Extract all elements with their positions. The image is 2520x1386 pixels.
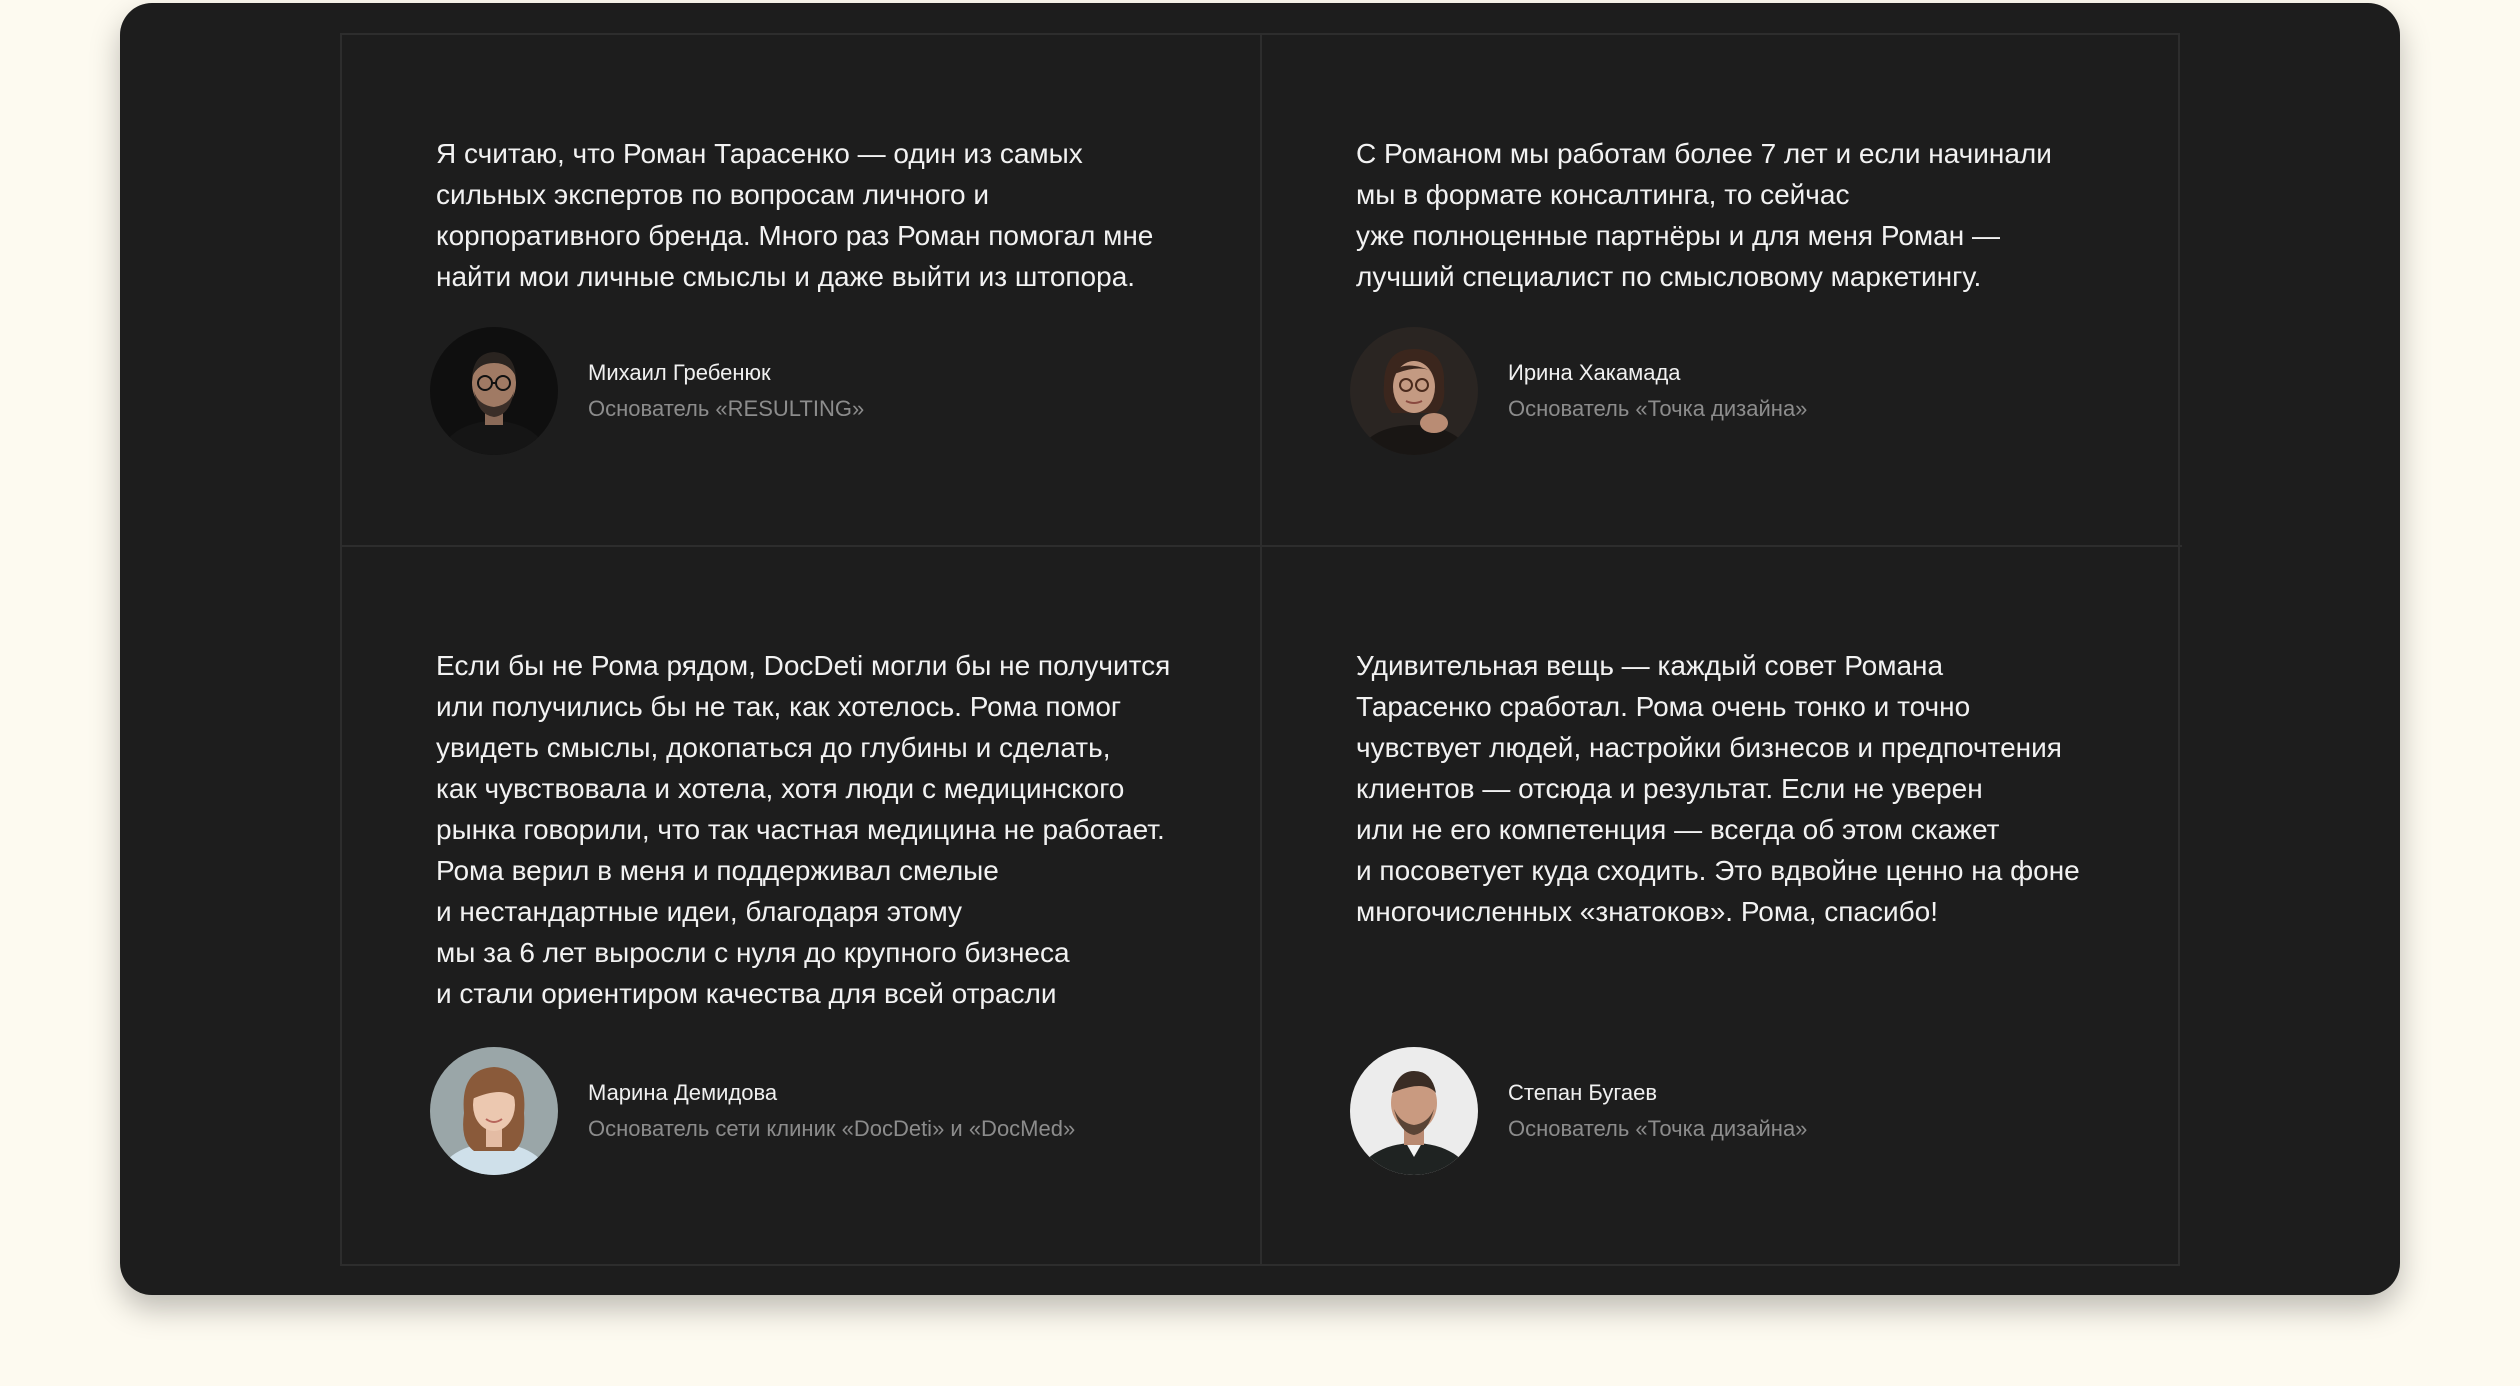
testimonial-card-1 (342, 35, 1262, 547)
testimonial-quote: С Романом мы работам более 7 лет и если начинали мы в формате консалтинга, то сейчас уже полноценные партнёры и для меня Роман — лучший специалист по смысловому маркетингу. (1356, 138, 2052, 292)
testimonials-grid (340, 33, 2180, 1266)
testimonial-author (1350, 327, 1807, 455)
author-name: Марина Демидова (588, 1080, 778, 1105)
author-role: Основатель «Точка дизайна» (1508, 396, 1808, 421)
testimonial-author (1350, 1047, 1807, 1175)
author-name: Ирина Хакамада (1508, 360, 1681, 385)
author-role: Основатель «Точка дизайна» (1508, 1116, 1808, 1141)
testimonials-panel (120, 3, 2400, 1295)
avatar (1350, 1047, 1478, 1175)
testimonial-quote: Удивительная вещь — каждый совет Романа Тарасенко сработал. Рома очень тонко и точно чувствует людей, настройки бизнесов и предпочтения клиентов — отсюда и результат. Если не уверен или не его компетенция — всегда об этом скажет и посоветует куда сходить. Это вдвойне ценно на фоне многочисленных «знатоков». Рома, спасибо! (1356, 650, 2080, 927)
testimonial-card-2 (1262, 35, 2182, 547)
avatar (1350, 327, 1478, 455)
author-name: Михаил Гребенюк (588, 360, 771, 385)
avatar (430, 327, 558, 455)
avatar (430, 1047, 558, 1175)
author-role: Основатель «RESULTING» (588, 396, 865, 421)
testimonial-quote: Я считаю, что Роман Тарасенко — один из самых сильных экспертов по вопросам личного и корпоративного бренда. Много раз Роман помогал мне найти мои личные смыслы и даже выйти из штопора. (436, 138, 1154, 292)
testimonial-author (430, 327, 864, 455)
author-role: Основатель сети клиник «DocDeti» и «DocMed» (588, 1116, 1076, 1141)
testimonial-card-3 (342, 547, 1262, 1264)
testimonial-author (430, 1047, 1075, 1175)
testimonial-card-4 (1262, 547, 2182, 1264)
author-name: Степан Бугаев (1508, 1080, 1658, 1105)
testimonial-quote: Если бы не Рома рядом, DocDeti могли бы не получится или получились бы не так, как хотелось. Рома помог увидеть смыслы, докопаться до глубины и сделать, как чувствовала и хотела, хотя люди с медицинского рынка говорили, что так частная медицина не работает. Рома верил в меня и поддерживал смелые и нестандартные идеи, благодаря этому мы за 6 лет выросли с нуля до крупного бизнеса и стали ориентиром качества для всей отрасли (436, 650, 1171, 1009)
